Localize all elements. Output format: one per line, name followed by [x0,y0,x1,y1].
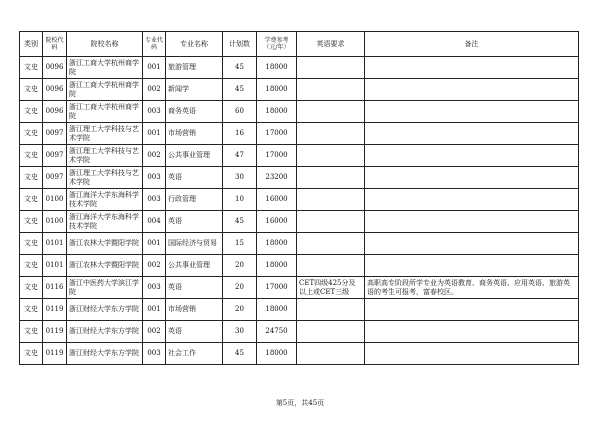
cell-plan: 45 [223,57,257,79]
cell-major-name: 公共事业管理 [166,145,223,167]
cell-category: 文史 [20,101,43,123]
cell-tuition: 17000 [257,277,297,299]
cell-tuition: 24750 [257,321,297,343]
cell-major-code: 003 [143,167,166,189]
table-row [20,343,579,365]
cell-category: 文史 [20,189,43,211]
cell-remarks [365,321,579,343]
cell-category: 文史 [20,123,43,145]
cell-remarks [365,123,579,145]
cell-remarks [365,211,579,233]
table-row [20,123,579,145]
cell-remarks: 高职高专阶段所学专业为英语教育、商务英语、应用英语、旅游英语的考生可报考，富春校区。 [365,277,579,299]
header-major-name: 专业名称 [166,32,223,57]
cell-school-name: 浙江工商大学杭州商学院 [67,57,143,79]
cell-english-req [297,57,365,79]
table-row [20,145,579,167]
cell-tuition: 18000 [257,79,297,101]
cell-major-name: 市场营销 [166,123,223,145]
cell-major-code: 001 [143,123,166,145]
cell-major-code: 001 [143,299,166,321]
cell-major-code: 001 [143,57,166,79]
cell-remarks [365,101,579,123]
cell-tuition: 16000 [257,211,297,233]
cell-school-name: 浙江海洋大学东海科学技术学院 [67,211,143,233]
cell-plan: 30 [223,167,257,189]
cell-plan: 20 [223,299,257,321]
cell-school-name: 浙江工商大学杭州商学院 [67,101,143,123]
cell-english-req [297,211,365,233]
cell-category: 文史 [20,321,43,343]
cell-major-name: 英语 [166,211,223,233]
cell-school-name: 浙江农林大学暨阳学院 [67,255,143,277]
cell-plan: 60 [223,101,257,123]
cell-school-code: 0100 [43,189,67,211]
cell-school-name: 浙江理工大学科技与艺术学院 [67,167,143,189]
cell-english-req [297,123,365,145]
cell-school-code: 0119 [43,299,67,321]
cell-major-name: 商务英语 [166,101,223,123]
cell-major-name: 行政管理 [166,189,223,211]
admissions-table [19,31,579,365]
cell-major-name: 社会工作 [166,343,223,365]
cell-school-code: 0119 [43,343,67,365]
cell-plan: 47 [223,145,257,167]
cell-plan: 30 [223,321,257,343]
cell-major-name: 新闻学 [166,79,223,101]
cell-major-code: 002 [143,255,166,277]
cell-major-name: 英语 [166,277,223,299]
cell-plan: 20 [223,255,257,277]
cell-remarks [365,57,579,79]
cell-school-code: 0096 [43,57,67,79]
cell-remarks [365,233,579,255]
cell-school-name: 浙江海洋大学东海科学技术学院 [67,189,143,211]
cell-major-name: 国际经济与贸易 [166,233,223,255]
cell-school-name: 浙江工商大学杭州商学院 [67,79,143,101]
header-school-code: 院校代码 [43,32,67,57]
cell-english-req [297,255,365,277]
cell-school-code: 0101 [43,233,67,255]
cell-category: 文史 [20,79,43,101]
cell-tuition: 18000 [257,255,297,277]
cell-major-name: 旅游管理 [166,57,223,79]
cell-major-code: 002 [143,145,166,167]
cell-plan: 15 [223,233,257,255]
cell-major-code: 004 [143,211,166,233]
cell-english-req [297,145,365,167]
cell-school-name: 浙江财经大学东方学院 [67,343,143,365]
cell-school-code: 0100 [43,211,67,233]
cell-tuition: 18000 [257,299,297,321]
cell-plan: 45 [223,211,257,233]
cell-category: 文史 [20,255,43,277]
cell-remarks [365,79,579,101]
cell-plan: 45 [223,343,257,365]
cell-major-code: 003 [143,101,166,123]
header-english-req: 英语要求 [297,32,365,57]
cell-category: 文史 [20,145,43,167]
cell-school-code: 0096 [43,79,67,101]
cell-tuition: 18000 [257,343,297,365]
cell-plan: 20 [223,277,257,299]
cell-major-name: 市场营销 [166,299,223,321]
cell-school-code: 0116 [43,277,67,299]
cell-plan: 16 [223,123,257,145]
cell-category: 文史 [20,211,43,233]
cell-school-code: 0119 [43,321,67,343]
cell-school-name: 浙江中医药大学滨江学院 [67,277,143,299]
cell-major-code: 001 [143,233,166,255]
table-row [20,321,579,343]
cell-tuition: 17000 [257,145,297,167]
cell-category: 文史 [20,57,43,79]
cell-plan: 45 [223,79,257,101]
cell-major-name: 公共事业管理 [166,255,223,277]
page-number-footer: 第5页，共45页 [275,399,325,407]
table-row [20,277,579,299]
table-row [20,79,579,101]
header-plan: 计划数 [223,32,257,57]
cell-english-req [297,101,365,123]
cell-school-code: 0096 [43,101,67,123]
header-row [20,32,579,57]
cell-english-req [297,233,365,255]
cell-remarks [365,255,579,277]
cell-tuition: 17000 [257,123,297,145]
cell-school-name: 浙江理工大学科技与艺术学院 [67,145,143,167]
cell-major-name: 英语 [166,321,223,343]
cell-major-code: 003 [143,343,166,365]
table-row [20,211,579,233]
cell-remarks [365,167,579,189]
cell-major-code: 003 [143,189,166,211]
cell-school-code: 0101 [43,255,67,277]
cell-school-code: 0097 [43,167,67,189]
cell-category: 文史 [20,299,43,321]
cell-school-name: 浙江理工大学科技与艺术学院 [67,123,143,145]
table-row [20,57,579,79]
table-row [20,101,579,123]
cell-category: 文史 [20,343,43,365]
cell-remarks [365,299,579,321]
cell-tuition: 18000 [257,101,297,123]
cell-tuition: 16000 [257,189,297,211]
table-row [20,189,579,211]
cell-major-code: 003 [143,277,166,299]
cell-major-name: 英语 [166,167,223,189]
cell-school-name: 浙江农林大学暨阳学院 [67,233,143,255]
cell-english-req [297,321,365,343]
table-row [20,255,579,277]
header-category: 类别 [20,32,43,57]
cell-tuition: 18000 [257,233,297,255]
cell-tuition: 23200 [257,167,297,189]
cell-remarks [365,189,579,211]
cell-school-code: 0097 [43,145,67,167]
cell-category: 文史 [20,167,43,189]
cell-english-req [297,343,365,365]
cell-category: 文史 [20,277,43,299]
header-remarks: 备注 [365,32,579,57]
cell-remarks [365,145,579,167]
cell-english-req: CET四级425分及以上或CET三级 [297,277,365,299]
cell-major-code: 002 [143,79,166,101]
header-major-code: 专业代码 [143,32,166,57]
cell-category: 文史 [20,233,43,255]
cell-english-req [297,167,365,189]
header-school-name: 院校名称 [67,32,143,57]
cell-english-req [297,79,365,101]
cell-major-code: 002 [143,321,166,343]
cell-plan: 10 [223,189,257,211]
cell-school-name: 浙江财经大学东方学院 [67,299,143,321]
cell-school-name: 浙江财经大学东方学院 [67,321,143,343]
table-row [20,233,579,255]
cell-remarks [365,343,579,365]
cell-school-code: 0097 [43,123,67,145]
cell-english-req [297,299,365,321]
cell-tuition: 18000 [257,57,297,79]
cell-english-req [297,189,365,211]
header-tuition: 学费参考（元/年） [257,32,297,57]
table-row [20,167,579,189]
table-row [20,299,579,321]
